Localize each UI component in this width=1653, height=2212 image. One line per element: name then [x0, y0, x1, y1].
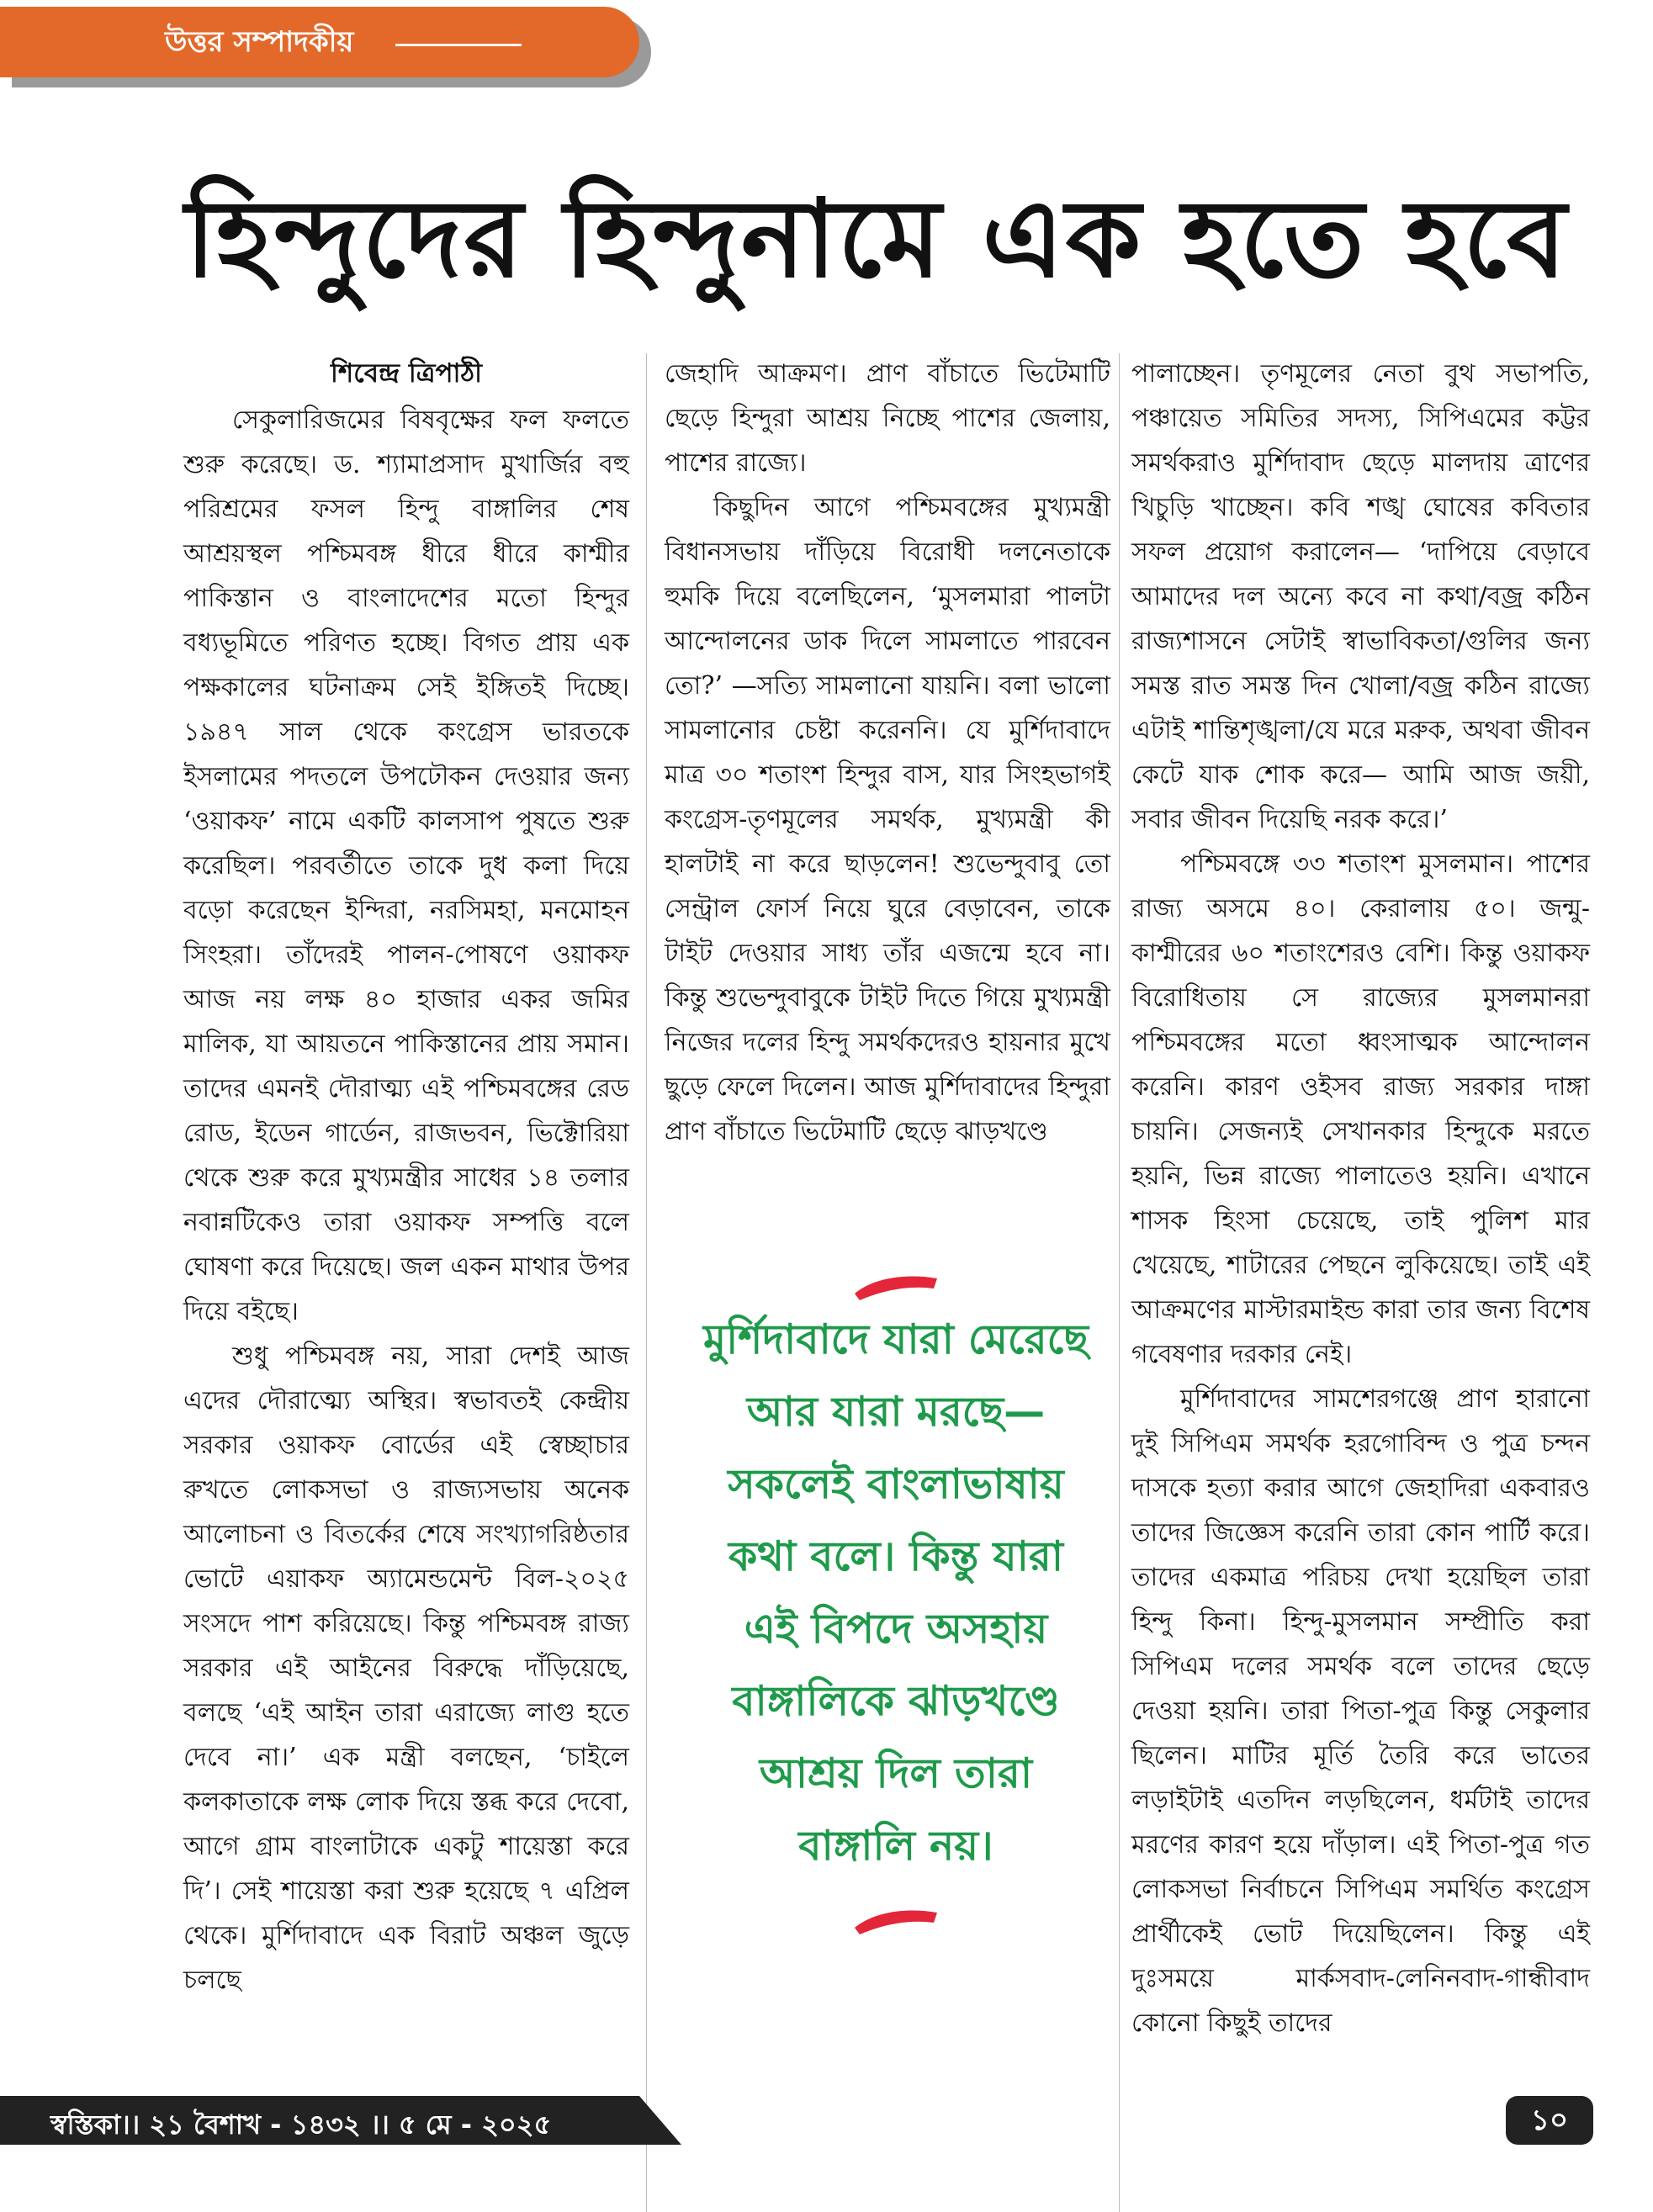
article-column-1	[183, 352, 629, 2003]
pull-quote-text: মুর্শিদাবাদে যারা মেরেছে আর যারা মরছে— সকলেই বাংলাভাষায় কথা বলে। কিন্তু যারা এই বিপদে অসহায় বাঙ্গালিকে ঝাড়খণ্ডে আশ্রয় দিল তারা বাঙ্গালি নয়।	[703, 1315, 1089, 1870]
paragraph: পশ্চিমবঙ্গে ৩৩ শতাংশ মুসলমান। পাশের রাজ্য অসমে ৪০। কেরালায় ৫০। জন্মু-কাশ্মীরের ৬০ শতাংশেরও বেশি। কিন্তু ওয়াকফ বিরোধিতায় সে রাজ্যের মুসলমানরা পশ্চিমবঙ্গের মতো ধ্বংসাত্মক আন্দোলন করেনি। কারণ ওইসব রাজ্য সরকার দাঙ্গা চায়নি। সেজন্যই সেখানকার হিন্দুকে মরতে হয়নি, ভিন্ন রাজ্যে পালাতেও হয়নি। এখানে শাসক হিংসা চেয়েছে, তাই পুলিশ মার খেয়েছে, শাটারের পেছনে লুকিয়েছে। তাই এই আক্রমণের মাস্টারমাইন্ড কারা তার জন্য বিশেষ গবেষণার দরকার নেই।	[1131, 849, 1590, 1369]
section-tab	[0, 7, 639, 77]
column-divider	[1119, 353, 1120, 2212]
paragraph: শুধু পশ্চিমবঙ্গ নয়, সারা দেশই আজ এদের দৌরাত্ম্যে অস্থির। স্বভাবতই কেন্দ্রীয় সরকার ওয়াকফ বোর্ডের এই স্বেচ্ছাচার রুখতে লোকসভা ও রাজ্যসভায় অনেক আলোচনা ও বিতর্কের শেষে সংখ্যাগরিষ্ঠতার ভোটে এয়াকফ অ্যামেন্ডমেন্ট বিল-২০২৫ সংসদে পাশ করিয়েছে। কিন্তু পশ্চিমবঙ্গ রাজ্য সরকার এই আইনের বিরুদ্ধে দাঁড়িয়েছে, বলছে ‘এই আইন তারা এরাজ্যে লাগু হতে দেবে না।’ এক মন্ত্রী বলছেন, ‘চাইলে কলকাতাকে লক্ষ লোক দিয়ে স্তব্ধ করে দেবো, আগে গ্রাম বাংলাটাকে একটু শায়েস্তা করে দি’। সেই শায়েস্তা করা শুরু হয়েছে ৭ এপ্রিল থেকে। মুর্শিদাবাদে এক বিরাট অঞ্চল জুড়ে চলছে	[183, 1341, 629, 1995]
paragraph: পালাচ্ছেন। তৃণমূলের নেতা বুথ সভাপতি, পঞ্চায়েত সমিতির সদস্য, সিপিএমের কট্টর সমর্থকরাও মুর্শিদাবাদ ছেড়ে মালদায় ত্রাণের খিচুড়ি খাচ্ছেন। কবি শঙ্খ ঘোষের কবিতার সফল প্রয়োগ করালেন— ‘দাপিয়ে বেড়াবে আমাদের দল অন্যে কবে না কথা/বজ্র কঠিন রাজ্যশাসনে সেটাই স্বাভাবিকতা/গুলির জন্য সমস্ত রাত সমস্ত দিন খোলা/বজ্র কঠিন রাজ্যে এটাই শান্তিশৃঙ্খলা/যে মরে মরুক, অথবা জীবন কেটে যাক শোক করে— আমি আজ জয়ী, সবার জীবন দিয়েছি নরক করে।’	[1131, 359, 1590, 834]
paragraph: কিছুদিন আগে পশ্চিমবঙ্গের মুখ্যমন্ত্রী বিধানসভায় দাঁড়িয়ে বিরোধী দলনেতাকে হুমকি দিয়ে বলেছিলেন, ‘মুসলমারা পালটা আন্দোলনের ডাক দিলে সামলাতে পারবেন তো?’ —সত্যি সামলানো যায়নি। বলা ভালো সামলানোর চেষ্টা করেননি। যে মুর্শিদাবাদে মাত্র ৩০ শতাংশ হিন্দুর বাস, যার সিংহভাগই কংগ্রেস-তৃণমূলের সমর্থক, মুখ্যমন্ত্রী কী হালটাই না করে ছাড়লেন! শুভেন্দুবাবু তো সেন্ট্রাল ফোর্স নিয়ে ঘুরে বেড়াবেন, তাকে টাইট দেওয়ার সাধ্য তাঁর এজন্মে হবে না। কিন্তু শুভেন্দুবাবুকে টাইট দিতে গিয়ে মুখ্যমন্ত্রী নিজের দলের হিন্দু সমর্থকদেরও হায়নার মুখে ছুড়ে ফেলে দিলেন। আজ মুর্শিদাবাদের হিন্দুরা প্রাণ বাঁচাতে ভিটেমাটি ছেড়ে ঝাড়খণ্ডে	[665, 493, 1110, 1146]
brush-stroke-bottom	[850, 1904, 942, 1938]
page-footer	[0, 2088, 1653, 2153]
article-column-3	[1131, 352, 1590, 2045]
section-label: উত্তর সম্পাদকীয়	[165, 25, 354, 59]
byline: শিবেন্দ্র ত্রিপাঠী	[331, 358, 482, 389]
headline: হিন্দুদের হিন্দুনামে এক হতে হবে	[185, 177, 1569, 302]
issue-line: স্বস্তিকা।। ২১ বৈশাখ - ১৪৩২ ।। ৫ মে - ২০২৫	[50, 2109, 552, 2141]
paragraph: সেকুলারিজমের বিষবৃক্ষের ফল ফলতে শুরু করেছে। ড. শ্যামাপ্রসাদ মুখার্জির বহু পরিশ্রমের ফসল হিন্দু বাঙ্গালির শেষ আশ্রয়স্থল পশ্চিমবঙ্গ ধীরে ধীরে কাশ্মীর পাকিস্তান ও বাংলাদেশের মতো হিন্দুর বধ্যভূমিতে পরিণত হচ্ছে। বিগত প্রায় এক পক্ষকালের ঘটনাক্রম সেই ইঙ্গিতই দিচ্ছে। ১৯৪৭ সাল থেকে কংগ্রেস ভারতকে ইসলামের পদতলে উপঢৌকন দেওয়ার জন্য ‘ওয়াকফ’ নামে একটি কালসাপ পুষতে শুরু করেছিল। পরবর্তীতে তাকে দুধ কলা দিয়ে বড়ো করেছেন ইন্দিরা, নরসিমহা, মনমোহন সিংহরা। তাঁদেরই পালন-পোষণে ওয়াকফ আজ নয় লক্ষ ৪০ হাজার একর জমির মালিক, যা আয়তনে পাকিস্তানের প্রায় সমান। তাদের এমনই দৌরাত্ম্য এই পশ্চিমবঙ্গের রেড রোড, ইডেন গার্ডেন, রাজভবন, ভিক্টোরিয়া থেকে শুরু করে মুখ্যমন্ত্রীর সাধের ১৪ তলার নবান্নটিকেও তারা ওয়াকফ সম্পত্তি বলে ঘোষণা করে দিয়েছে। জল একন মাথার উপর দিয়ে বইছে।	[183, 405, 629, 1326]
section-tab-rule	[395, 44, 522, 46]
page-number: ১০	[1506, 2096, 1593, 2145]
paragraph: মুর্শিদাবাদের সামশেরগঞ্জে প্রাণ হারানো দুই সিপিএম সমর্থক হরগোবিন্দ ও পুত্র চন্দন দাসকে হত্যা করার আগে জেহাদিরা একবারও তাদের জিজ্ঞেস করেনি তারা কোন পার্টি করে। তাদের একমাত্র পরিচয় দেখা হয়েছিল তারা হিন্দু কিনা। হিন্দু-মুসলমান সম্প্রীতি করা সিপিএম দলের সমর্থক বলে তাদের ছেড়ে দেওয়া হয়নি। তারা পিতা-পুত্র কিন্তু সেকুলার ছিলেন। মাটির মূর্তি তৈরি করে ভাতের লড়াইটাই এতদিন লড়ছিলেন, ধর্মটাই তাদের মরণের কারণ হয়ে দাঁড়াল। এই পিতা-পুত্র গত লোকসভা নির্বাচনে সিপিএম সমর্থিত কংগ্রেস প্রার্থীকেই ভোট দিয়েছিলেন। কিন্তু এই দুঃসময়ে মার্কসবাদ-লেনিনবাদ-গান্ধীবাদ কোনো কিছুই তাদের	[1131, 1384, 1590, 2038]
article-column-2	[665, 352, 1110, 1154]
brush-stroke-top	[850, 1270, 942, 1304]
column-divider	[646, 353, 647, 2212]
pull-quote	[698, 1270, 1094, 1938]
paragraph: জেহাদি আক্রমণ। প্রাণ বাঁচাতে ভিটেমাটি ছেড়ে হিন্দুরা আশ্রয় নিচ্ছে পাশের জেলায়, পাশের রাজ্যে।	[665, 359, 1110, 478]
